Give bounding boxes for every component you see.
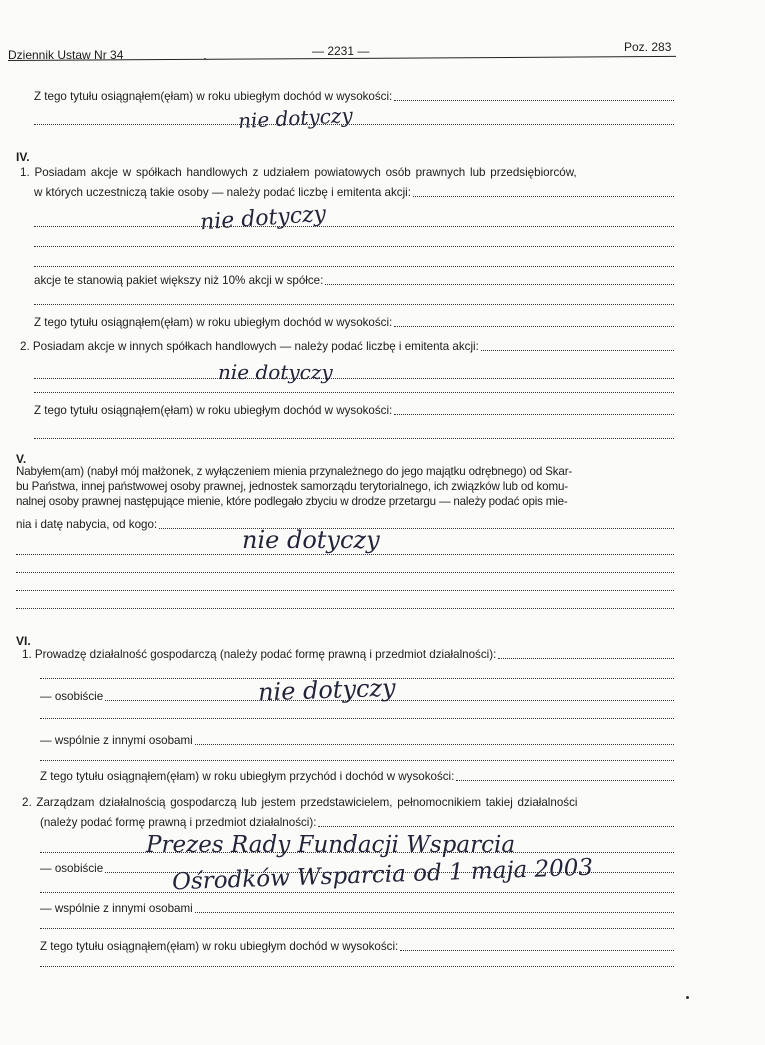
dotted-line: [16, 608, 674, 609]
dotted-line: [34, 378, 674, 379]
section-iv-p1-row: [34, 186, 674, 200]
section-vi-p2-personal-label: — osobiście: [40, 862, 104, 875]
section-vi-p2-row: [40, 816, 674, 830]
dotted-line: [34, 304, 674, 305]
handwritten-answer: nie dotyczy: [199, 201, 327, 236]
journal-title: Dziennik Ustaw Nr 34: [8, 48, 124, 62]
dotted-line: [40, 718, 674, 719]
dotted-line: [34, 438, 674, 439]
dotted-line: [16, 590, 674, 591]
handwritten-answer: Ośrodków Wsparcia od 1 maja 2003: [171, 854, 594, 896]
section-vi-heading: VI.: [16, 634, 31, 648]
speck: [686, 996, 689, 999]
section-vi-p2-income-label: Z tego tytułu osiągnąłem(ęłam) w roku ubiegłym dochód w wysokości:: [40, 940, 399, 953]
section-iv-p2-income-label: Z tego tytułu osiągnąłem(ęłam) w roku ubiegłym dochód w wysokości:: [34, 404, 393, 417]
section-vi-p2-line2: (należy podać formę prawną i przedmiot działalności):: [40, 816, 317, 829]
dotted-line: [34, 246, 674, 247]
section-iv-heading: IV.: [16, 150, 30, 164]
section-iv-p1-line1: 1. Posiadam akcje w spółkach handlowych z udziałem powiatowych osób prawnych lub przedsiębiorców,: [20, 166, 577, 179]
section-vi-p1-line1: 1. Prowadzę działalność gospodarczą (należy podać formę prawną i przedmiot działalności):: [22, 648, 497, 661]
section-iv-p1-income-label: Z tego tytułu osiągnąłem(ęłam) w roku ubiegłym dochód w wysokości:: [34, 316, 393, 329]
section-vi-p2-income-row: [40, 940, 674, 954]
handwritten-answer: nie dotyczy: [257, 673, 397, 707]
dotted-line: [34, 124, 674, 125]
section-vi-p1-personal-label: — osobiście: [40, 690, 104, 703]
handwritten-answer: Prezes Rady Fundacji Wsparcia: [146, 832, 516, 858]
dotted-line: [34, 226, 674, 227]
top-income-row: [34, 90, 674, 104]
section-v-heading: V.: [16, 452, 27, 466]
section-vi-p1-income-row: [40, 770, 674, 784]
section-iv-p1-income-row: [34, 316, 674, 330]
dotted-line: [40, 966, 674, 967]
handwritten-answer: nie dotyczy: [218, 360, 333, 384]
section-vi-p2-line1: 2. Zarządzam działalnością gospodarczą lub jestem przedstawicielem, pełnomocnikiem takiej działalności: [22, 796, 578, 809]
section-vi-p1-jointly-label: — wspólnie z innymi osobami: [40, 734, 193, 747]
section-iv-packet-row: [34, 274, 674, 288]
section-v-line4: nia i datę nabycia, od kogo:: [16, 518, 158, 531]
dotted-line: [34, 266, 674, 267]
dotted-line: [16, 554, 674, 555]
section-vi-p1-row: [22, 648, 674, 662]
dotted-line: [40, 928, 674, 929]
section-vi-p2-jointly-row: [40, 902, 674, 916]
section-vi-p1-jointly-row: [40, 734, 674, 748]
handwritten-answer: nie dotyczy: [237, 103, 354, 133]
section-v-line1: Nabyłem(am) (nabył mój małżonek, z wyłączeniem mienia przynależnego do jego majątku odrębnego) od Skar-: [16, 465, 573, 478]
section-vi-p2-jointly-label: — wspólnie z innymi osobami: [40, 902, 193, 915]
section-iv-p1-line2: w których uczestniczą takie osoby — należy podać liczbę i emitenta akcji:: [34, 186, 411, 199]
page-number: — 2231 —: [312, 44, 370, 58]
dotted-line: [16, 572, 674, 573]
position-number: Poz. 283: [624, 40, 672, 54]
dotted-line: [34, 392, 674, 393]
section-iv-p2-income-row: [34, 404, 674, 418]
section-vi-p1-income-label: Z tego tytułu osiągnąłem(ęłam) w roku ubiegłym przychód i dochód w wysokości:: [40, 770, 455, 783]
dotted-line: [40, 892, 674, 893]
section-iv-packet-label: akcje te stanowią pakiet większy niż 10% akcji w spółce:: [34, 274, 324, 287]
top-income-label: Z tego tytułu osiągnąłem(ęłam) w roku ubiegłym dochód w wysokości:: [34, 90, 393, 103]
dotted-line: [40, 760, 674, 761]
section-v-line2: bu Państwa, innej państwowej osoby prawnej, jednostek samorządu terytorialnego, ich związków lub od komu-: [16, 480, 568, 493]
section-iv-p2-line1: 2. Posiadam akcje w innych spółkach handlowych — należy podać liczbę i emitenta akcji:: [20, 340, 479, 353]
section-v-line3: nalnej osoby prawnej następujące mienie, które podlegało zbyciu w drodze przetargu — należy podać opis mie-: [16, 495, 568, 508]
speck: [204, 58, 206, 60]
section-iv-p2-row: [20, 340, 674, 354]
handwritten-answer: nie dotyczy: [242, 526, 380, 554]
